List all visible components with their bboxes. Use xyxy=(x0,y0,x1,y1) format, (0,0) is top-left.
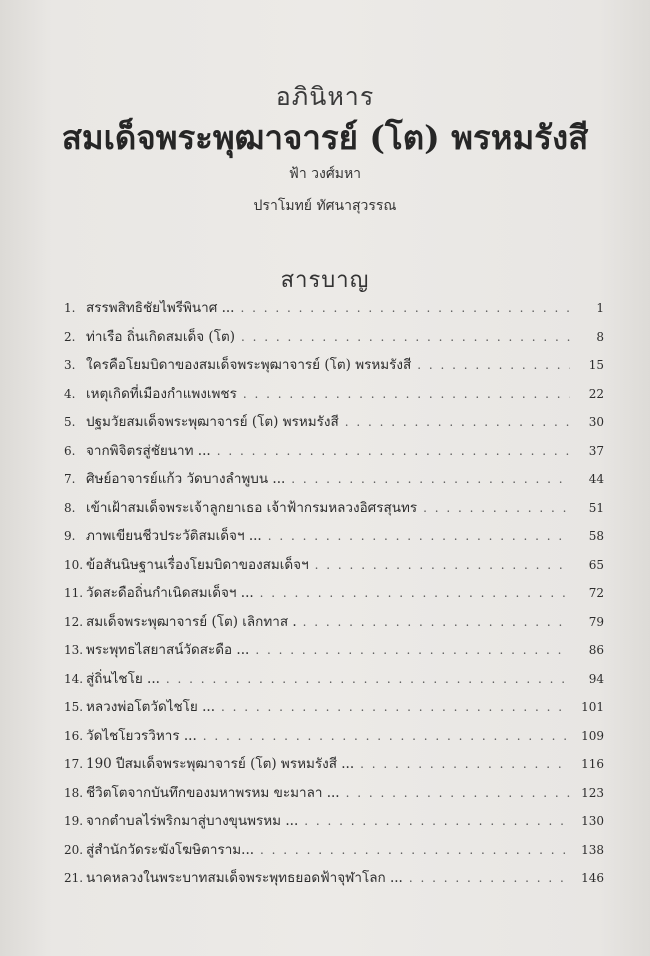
toc-entry-number: 13. xyxy=(64,643,84,657)
dot-leader xyxy=(243,387,570,401)
dot-leader xyxy=(345,415,570,429)
toc-entry xyxy=(64,838,604,867)
toc-entry xyxy=(64,410,604,439)
toc-entry xyxy=(64,809,604,838)
toc-entry-page: 30 xyxy=(588,415,604,429)
toc-entry-title: สู่สำนักวัดระฆังโฆษิตาราม... xyxy=(86,841,255,858)
dot-leader xyxy=(203,729,570,743)
toc-entry xyxy=(64,667,604,696)
toc-entry-number: 16. xyxy=(64,728,84,743)
toc-entry-title: เหตุเกิดที่เมืองกำแพงเพชร xyxy=(86,385,237,402)
dot-leader xyxy=(260,586,570,600)
toc-entry-title: เข้าเฝ้าสมเด็จพระเจ้าลูกยาเธอ เจ้าฟ้ากรมหลวงอิศรสุนทร xyxy=(86,499,418,516)
dot-leader xyxy=(268,529,570,543)
toc-entry-number: 14. xyxy=(64,671,84,686)
toc-entry-number: 4. xyxy=(64,386,76,401)
toc-entry-page: 101 xyxy=(581,700,604,714)
toc-entry-title: วัดสะดือถิ่นกำเนิดสมเด็จฯ ... xyxy=(86,585,254,601)
toc-entry-number: 19. xyxy=(64,814,84,828)
dot-leader xyxy=(360,757,570,771)
toc-entry xyxy=(64,496,604,525)
toc-entry-page: 65 xyxy=(588,557,604,572)
toc-entry-title: สู่ถิ่นไชโย ... xyxy=(86,670,160,687)
toc-entry-page: 123 xyxy=(581,785,604,800)
toc-entry-page: 138 xyxy=(581,842,604,857)
co-author-name: ปราโมทย์ ทัศนาสุวรรณ xyxy=(253,198,397,214)
toc-entry xyxy=(64,467,604,496)
toc-entry-number: 11. xyxy=(64,586,84,600)
toc-entry xyxy=(64,296,604,325)
book-subtitle: อภินิหาร xyxy=(275,82,375,111)
toc-entry xyxy=(64,439,604,468)
dot-leader xyxy=(409,871,570,885)
toc-entry-page: 58 xyxy=(588,529,604,543)
toc-entry-number: 9. xyxy=(64,529,76,543)
dot-leader xyxy=(217,444,570,458)
toc-entry-title: นาคหลวงในพระบาทสมเด็จพระพุทธยอดฟ้าจุฬาโลก ... xyxy=(86,870,403,886)
toc-entry-page: 37 xyxy=(588,443,604,458)
toc-entry-title: ชีวิตโตจากบันทึกของมหาพรหม ขะมาลา ... xyxy=(86,784,340,801)
dot-leader xyxy=(255,643,570,657)
dot-leader xyxy=(304,814,570,828)
toc-entry xyxy=(64,524,604,553)
toc-entry-number: 20. xyxy=(64,842,84,857)
toc-entry-page: 86 xyxy=(588,643,604,657)
toc-entry xyxy=(64,866,604,895)
toc-entry xyxy=(64,610,604,639)
toc-entry-title: ภาพเขียนชีวประวัติสมเด็จฯ ... xyxy=(86,528,262,544)
toc-entry-page: 146 xyxy=(581,871,604,885)
toc-entry-page: 51 xyxy=(588,500,604,515)
toc-entry-number: 6. xyxy=(64,443,76,458)
dot-leader xyxy=(221,700,570,714)
toc-entry xyxy=(64,695,604,724)
toc-entry-number: 12. xyxy=(64,614,84,629)
toc-entry xyxy=(64,553,604,582)
toc-entry-page: 72 xyxy=(588,586,604,600)
table-of-contents xyxy=(64,296,604,895)
toc-entry-page: 44 xyxy=(588,472,604,486)
toc-entry-title: สรรพสิทธิชัยไพรีพินาศ ... xyxy=(86,300,235,316)
toc-entry-page: 109 xyxy=(581,728,604,743)
toc-entry-title: จากตำบลไร่พริกมาสู่บางขุนพรหม ... xyxy=(86,813,299,829)
toc-entry-page: 94 xyxy=(588,671,604,686)
toc-entry-page: 79 xyxy=(588,614,604,629)
toc-entry-title: สมเด็จพระพุฒาจารย์ (โต) เลิกทาส . xyxy=(86,613,297,630)
toc-entry-number: 18. xyxy=(64,785,84,800)
toc-entry xyxy=(64,724,604,753)
toc-entry-page: 116 xyxy=(581,757,604,771)
toc-entry-title: พระพุทธไสยาสน์วัดสะดือ ... xyxy=(86,642,250,658)
toc-entry-page: 15 xyxy=(588,358,604,372)
toc-entry-page: 8 xyxy=(596,329,604,344)
dot-leader xyxy=(241,330,570,344)
dot-leader xyxy=(166,672,570,686)
toc-entry-page: 1 xyxy=(596,301,604,315)
toc-entry-title: จากพิจิตรสู่ชัยนาท ... xyxy=(86,442,211,459)
toc-entry-number: 10. xyxy=(64,557,84,572)
toc-entry-title: หลวงพ่อโตวัดไชโย ... xyxy=(86,699,215,715)
toc-entry-number: 17. xyxy=(64,757,84,771)
dot-leader xyxy=(260,843,570,857)
author-name: ฟ้า วงศ์มหา xyxy=(288,166,362,182)
toc-entry xyxy=(64,638,604,667)
dot-leader xyxy=(417,358,570,372)
toc-entry-title: ข้อสันนิษฐานเรื่องโยมบิดาของสมเด็จฯ xyxy=(86,556,309,573)
toc-entry-number: 7. xyxy=(64,472,76,486)
toc-entry-number: 1. xyxy=(64,301,76,315)
toc-entry-title: ใครคือโยมบิดาของสมเด็จพระพุฒาจารย์ (โต) พรหมรังสี xyxy=(86,357,412,373)
book-title: สมเด็จพระพุฒาจารย์ (โต) พรหมรังสี xyxy=(61,118,589,157)
toc-entry xyxy=(64,752,604,781)
dot-leader xyxy=(346,786,570,800)
toc-entry-number: 21. xyxy=(64,871,84,885)
toc-entry-number: 3. xyxy=(64,358,76,372)
toc-entry xyxy=(64,382,604,411)
dot-leader xyxy=(423,501,570,515)
toc-entry-page: 130 xyxy=(581,814,604,828)
toc-entry-number: 8. xyxy=(64,500,76,515)
title-block xyxy=(0,82,650,216)
toc-entry-title: ปฐมวัยสมเด็จพระพุฒาจารย์ (โต) พรหมรังสี xyxy=(86,414,339,430)
toc-entry xyxy=(64,581,604,610)
dot-leader xyxy=(303,615,570,629)
toc-entry xyxy=(64,325,604,354)
dot-leader xyxy=(291,472,570,486)
toc-entry-number: 15. xyxy=(64,700,84,714)
toc-entry xyxy=(64,353,604,382)
toc-heading: สารบาญ xyxy=(280,268,370,293)
toc-entry-page: 22 xyxy=(588,386,604,401)
toc-entry-number: 2. xyxy=(64,329,76,344)
toc-entry-title: วัดไชโยวรวิหาร ... xyxy=(86,727,197,744)
toc-entry-title: 190 ปีสมเด็จพระพุฒาจารย์ (โต) พรหมรังสี ... xyxy=(86,756,355,772)
dot-leader xyxy=(315,558,570,572)
toc-entry-number: 5. xyxy=(64,415,76,429)
toc-entry xyxy=(64,781,604,810)
toc-entry-title: ท่าเรือ ถิ่นเกิดสมเด็จ (โต) xyxy=(86,328,235,345)
toc-entry-title: ศิษย์อาจารย์แก้ว วัดบางลำพูบน ... xyxy=(86,471,286,487)
dot-leader xyxy=(240,301,570,315)
